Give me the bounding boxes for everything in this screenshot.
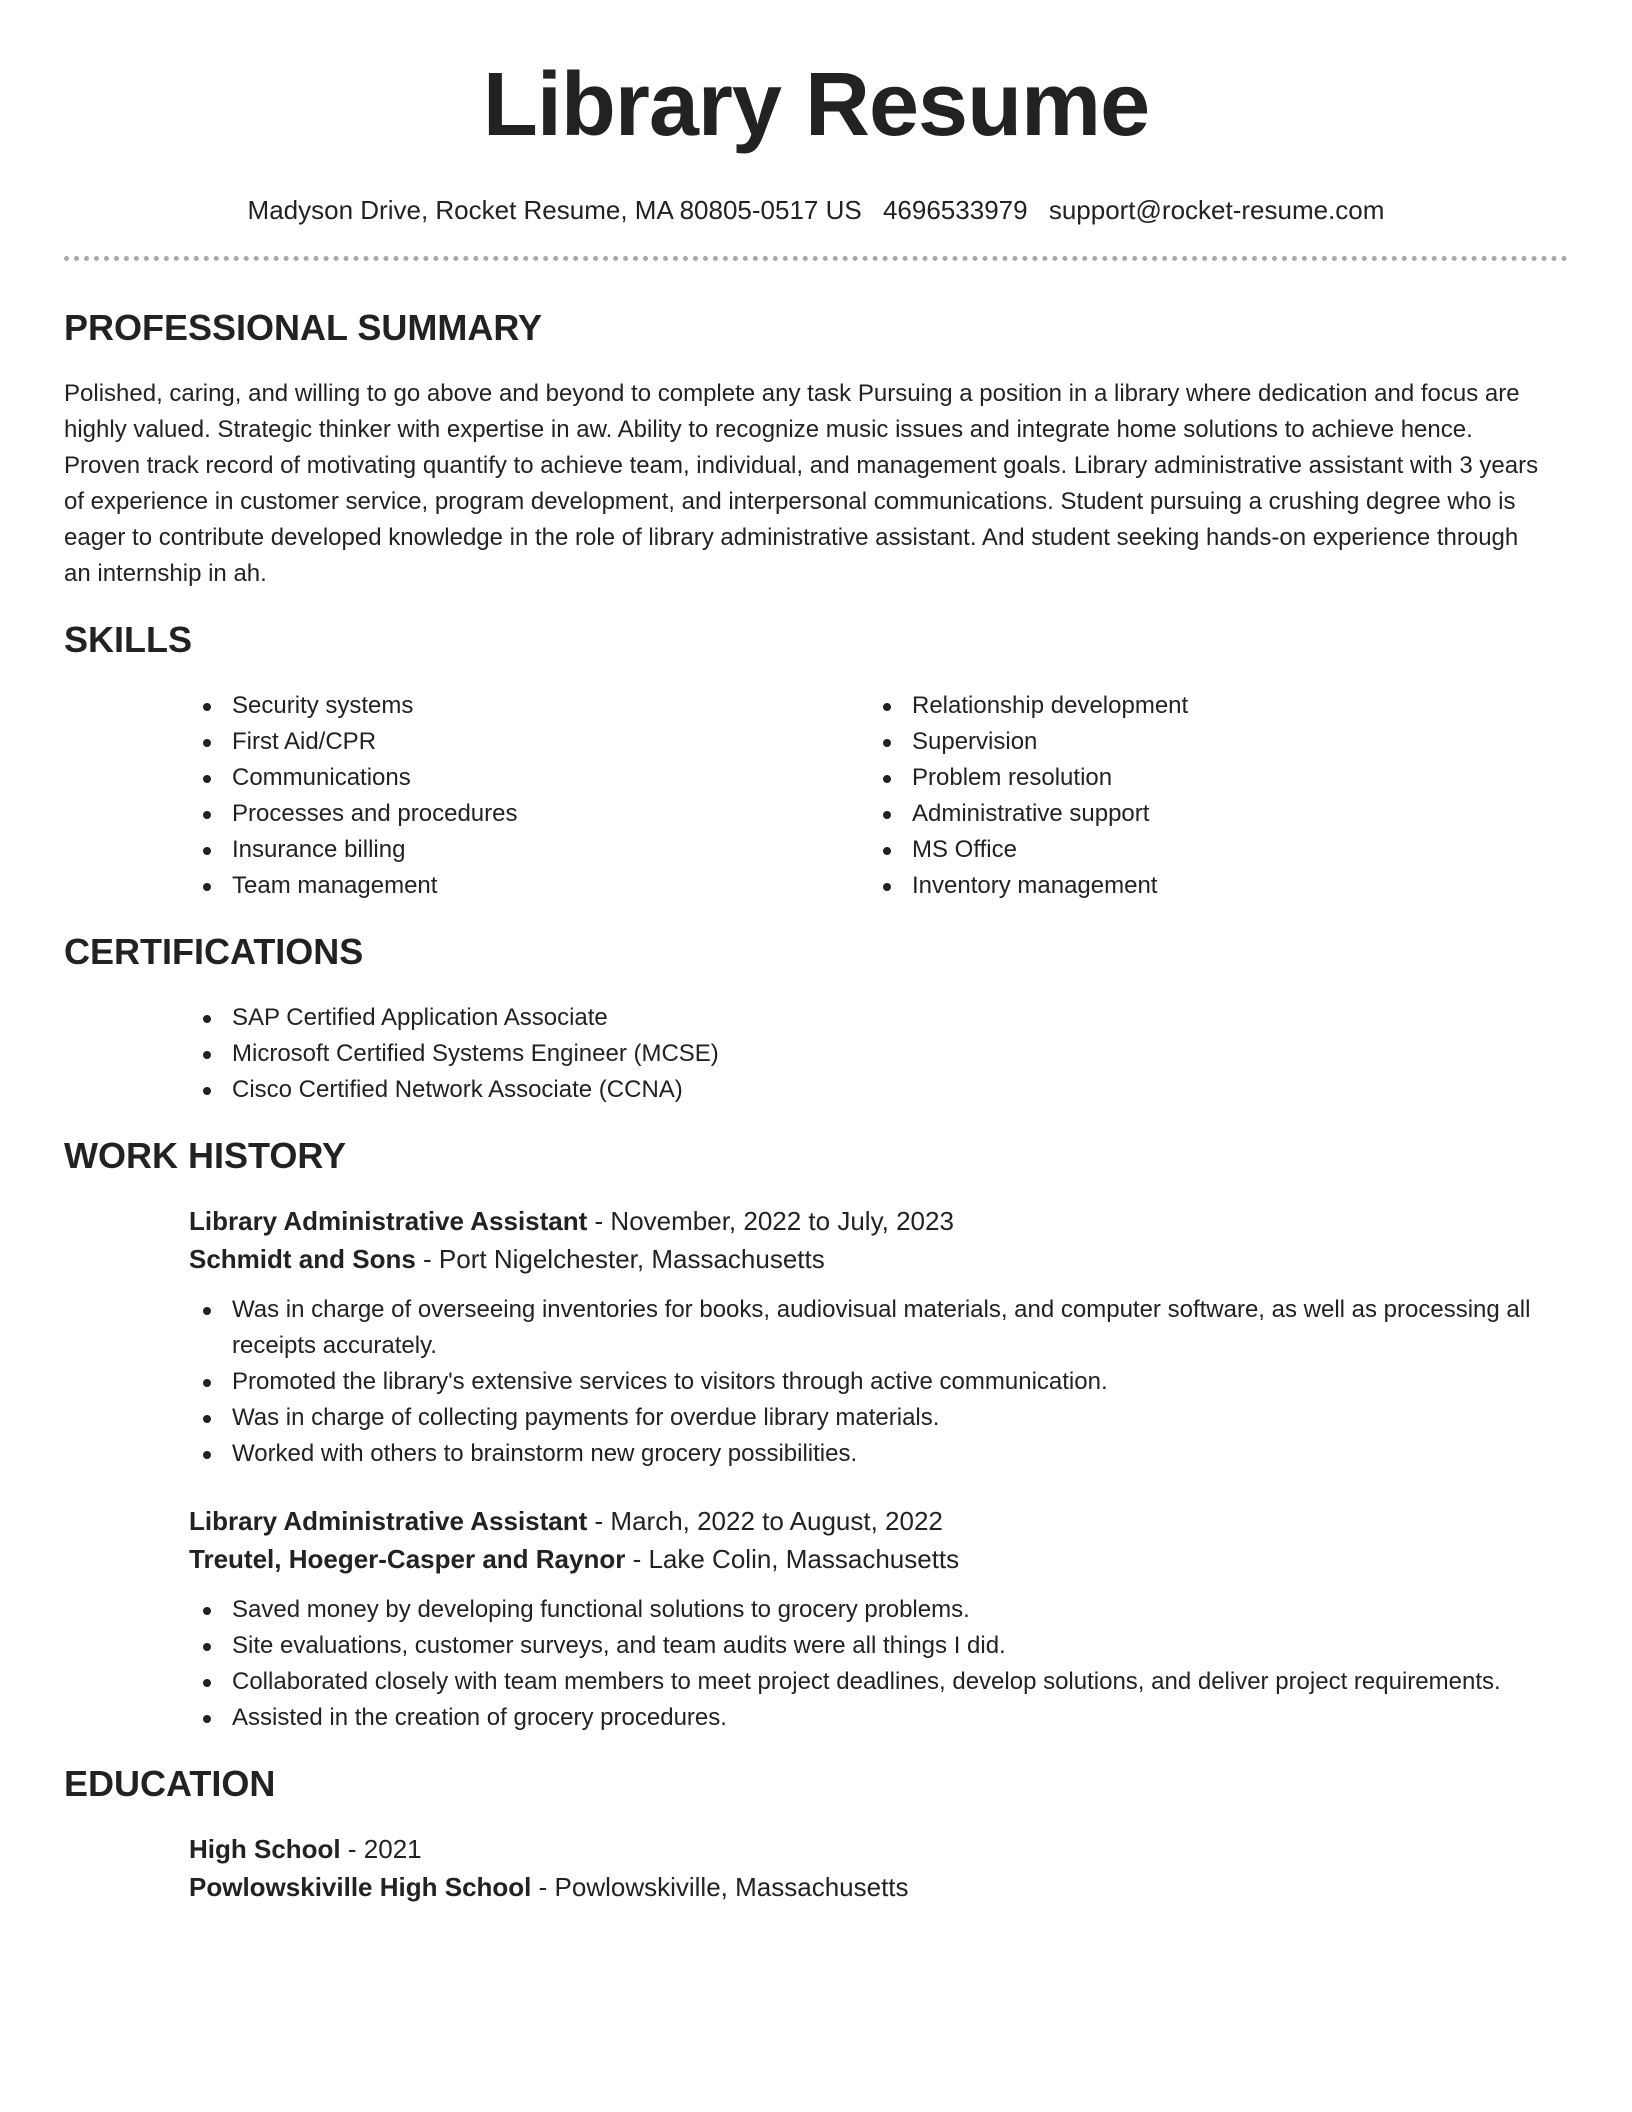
education-degree: High School — [189, 1834, 341, 1864]
education-school: Powlowskiville High School — [189, 1872, 532, 1902]
skills-columns — [189, 688, 1568, 904]
skill-item: Insurance billing — [189, 832, 869, 868]
skill-item: Problem resolution — [869, 760, 1549, 796]
education-school-line — [189, 1868, 1568, 1906]
job-title: Library Administrative Assistant — [189, 1206, 588, 1236]
contact-address: Madyson Drive, Rocket Resume, MA 80805-0517 US — [247, 195, 862, 225]
skill-item: First Aid/CPR — [189, 724, 869, 760]
summary-heading: PROFESSIONAL SUMMARY — [64, 307, 543, 348]
contact-phone: 4696533979 — [882, 195, 1028, 225]
contact-line — [64, 194, 1568, 226]
job-company-line — [189, 1240, 1568, 1278]
job-company: Schmidt and Sons — [189, 1244, 416, 1274]
skills-section — [64, 618, 1568, 904]
resume-title: Library Resume — [482, 55, 1150, 155]
skill-item: Relationship development — [869, 688, 1549, 724]
skill-item: Administrative support — [869, 796, 1549, 832]
skill-item: Inventory management — [869, 868, 1549, 904]
header-divider — [64, 256, 1568, 261]
skill-item: MS Office — [869, 832, 1549, 868]
job-bullet: Promoted the library's extensive services to visitors through active communication. — [189, 1364, 1548, 1400]
summary-text: Polished, caring, and willing to go above and beyond to complete any task Pursuing a position in a library where dedication and focus are highly valued. Strategic thinker with expertise in aw. Ability to recognize music issues and integrate home solutions to achieve hence. Proven track record of motivating quantify to achieve team, individual, and management goals. Library administrative assistant with 3 years of experience in customer service, program development, and interpersonal communications. Student pursuing a crushing degree who is eager to contribute developed knowledge in the role of library administrative assistant. And student seeking hands-on experience through an internship in ah. — [64, 380, 1539, 587]
certification-item: Microsoft Certified Systems Engineer (MCSE) — [189, 1036, 1568, 1072]
job-bullet: Was in charge of collecting payments for overdue library materials. — [189, 1400, 1548, 1436]
certifications-section — [64, 930, 1568, 1108]
certification-item: SAP Certified Application Associate — [189, 1000, 1568, 1036]
education-entry — [189, 1830, 1568, 1906]
job-company-line — [189, 1540, 1568, 1578]
resume-page — [64, 0, 1568, 1906]
summary-section — [64, 306, 1568, 592]
job-bullets — [189, 1592, 1568, 1736]
certifications-list — [189, 1000, 1568, 1108]
job-bullet: Was in charge of overseeing inventories for books, audiovisual materials, and computer software, as well as processing all receipts accurately. — [189, 1292, 1548, 1364]
job-bullets — [189, 1292, 1568, 1472]
job-dates: - March, 2022 to August, 2022 — [587, 1506, 943, 1536]
skill-item: Team management — [189, 868, 869, 904]
certification-item: Cisco Certified Network Associate (CCNA) — [189, 1072, 1568, 1108]
job-bullet: Worked with others to brainstorm new grocery possibilities. — [189, 1436, 1548, 1472]
education-year: - 2021 — [340, 1834, 422, 1864]
education-location: - Powlowskiville, Massachusetts — [531, 1872, 909, 1902]
certifications-heading: CERTIFICATIONS — [64, 931, 364, 972]
education-degree-line — [189, 1830, 1568, 1868]
skill-item: Processes and procedures — [189, 796, 869, 832]
job-title: Library Administrative Assistant — [189, 1506, 588, 1536]
contact-email: support@rocket-resume.com — [1048, 195, 1385, 225]
job-location: - Port Nigelchester, Massachusetts — [415, 1244, 825, 1274]
job-title-line — [189, 1502, 1568, 1540]
job-entry — [189, 1202, 1568, 1472]
work-section — [64, 1134, 1568, 1736]
skills-heading: SKILLS — [64, 619, 193, 660]
job-dates: - November, 2022 to July, 2023 — [587, 1206, 954, 1236]
education-section — [64, 1762, 1568, 1906]
job-location: - Lake Colin, Massachusetts — [625, 1544, 960, 1574]
skill-item: Communications — [189, 760, 869, 796]
job-bullet: Assisted in the creation of grocery procedures. — [189, 1700, 1548, 1736]
job-bullet: Collaborated closely with team members to meet project deadlines, develop solutions, and deliver project requirements. — [189, 1664, 1548, 1700]
skills-list-left — [189, 688, 869, 904]
work-heading: WORK HISTORY — [64, 1135, 347, 1176]
skill-item: Supervision — [869, 724, 1549, 760]
job-bullet: Site evaluations, customer surveys, and team audits were all things I did. — [189, 1628, 1548, 1664]
job-company: Treutel, Hoeger-Casper and Raynor — [189, 1544, 626, 1574]
job-bullet: Saved money by developing functional solutions to grocery problems. — [189, 1592, 1548, 1628]
job-title-line — [189, 1202, 1568, 1240]
education-heading: EDUCATION — [64, 1763, 276, 1804]
skills-list-right — [869, 688, 1549, 904]
job-entry — [189, 1502, 1568, 1736]
skill-item: Security systems — [189, 688, 869, 724]
